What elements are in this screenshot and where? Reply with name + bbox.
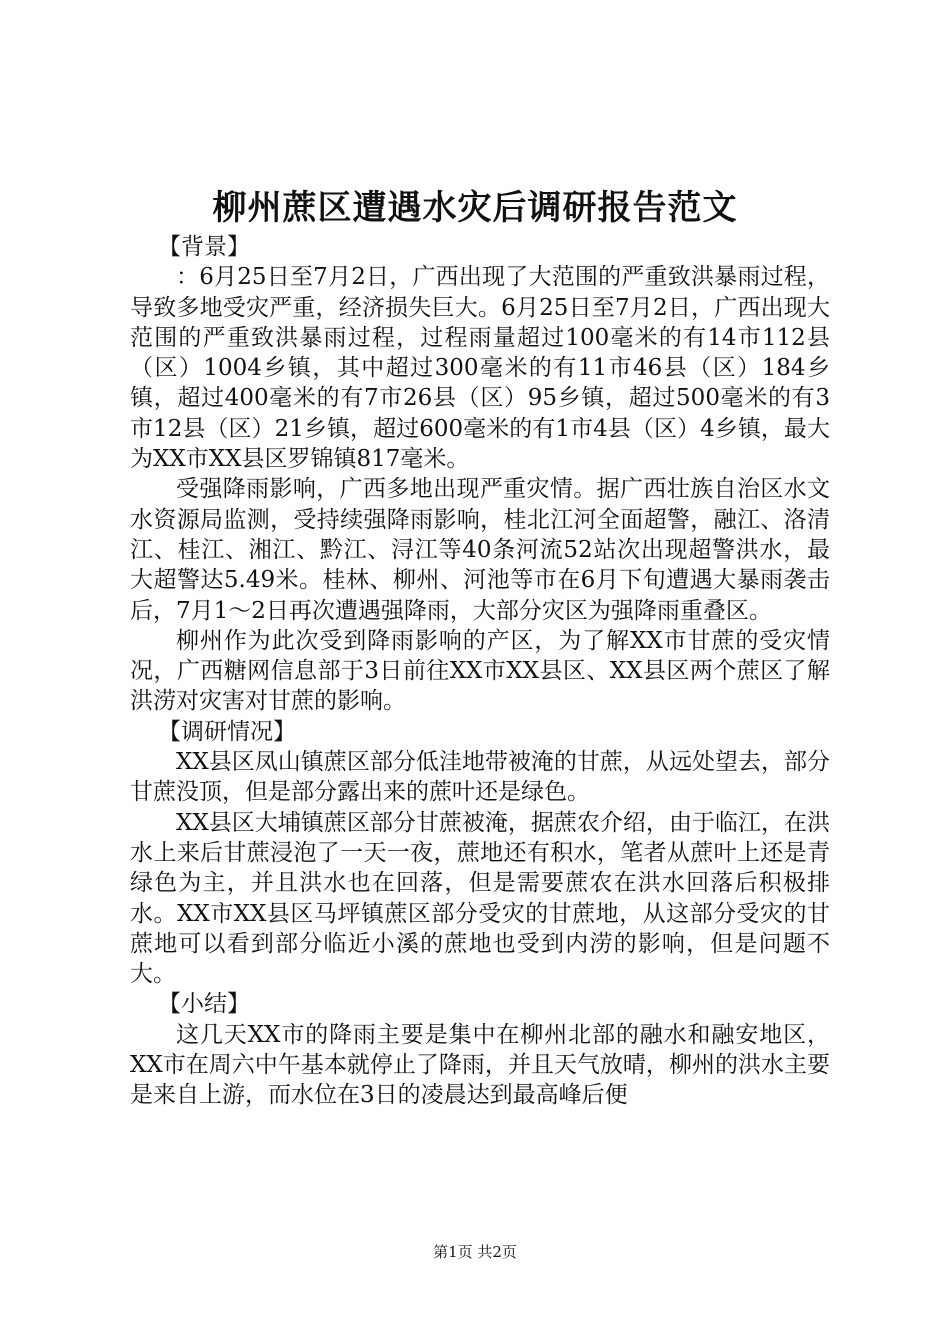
document-title: 柳州蔗区遭遇水灾后调研报告范文 (212, 188, 738, 228)
paragraph-liuzhou-survey: 柳州作为此次受到降雨影响的产区，为了解XX市甘蔗的受灾情况，广西糖网信息部于3日前往XX市XX县区、XX县区两个蔗区了解洪涝对灾害对甘蔗的影响。 (130, 627, 830, 715)
page-footer: 第1页 共2页 (433, 1243, 517, 1261)
paragraph-rainfall-overview: ：6月25日至7月2日，广西出现了大范围的严重致洪暴雨过程，导致多地受灾严重，经济损失巨大。6月25日至7月2日，广西出现大范围的严重致洪暴雨过程，过程雨量超过100毫米的有14市112县（区）1004乡镇，其中超过300毫米的有11市46县（区）184乡镇，超过400毫米的有7市26县（区）95乡镇，超过500毫米的有3市12县（区）21乡镇，超过600毫米的有1市4县（区）4乡镇，最大为XX市XX县区罗锦镇817毫米。 (130, 264, 830, 473)
section-heading-background: 【背景】 (158, 234, 250, 260)
paragraph-dapu-maping: XX县区大埔镇蔗区部分甘蔗被淹，据蔗农介绍，由于临江，在洪水上来后甘蔗浸泡了一天一夜，蔗地还有积水，笔者从蔗叶上还是青绿色为主，并且洪水也在回落，但是需要蔗农在洪水回落后积极排水。XX市XX县区马坪镇蔗区部分受灾的甘蔗地，从这部分受灾的甘蔗地可以看到部分临近小溪的蔗地也受到内涝的影响，但是问题不大。 (130, 809, 830, 988)
paragraph-summary: 这几天XX市的降雨主要是集中在柳州北部的融水和融安地区，XX市在周六中午基本就停止了降雨，并且天气放晴，柳州的洪水主要是来自上游，而水位在3日的凌晨达到最高峰后便 (130, 1021, 830, 1109)
paragraph-fengshan: XX县区凤山镇蔗区部分低洼地带被淹的甘蔗，从远处望去，部分甘蔗没顶，但是部分露出来的蔗叶还是绿色。 (130, 749, 830, 806)
section-heading-summary: 【小结】 (158, 991, 250, 1018)
section-heading-survey: 【调研情况】 (158, 718, 296, 745)
document-body (130, 232, 830, 1111)
paragraph-disaster-situation: 受强降雨影响，广西多地出现严重灾情。据广西壮族自治区水文水资源局监测，受持续强降雨影响，桂北江河全面超警，融江、洛清江、桂江、湘江、黔江、浔江等40条河流52站次出现超警洪水，最大超警达5.49米。桂林、柳州、河池等市在6月下旬遭遇大暴雨袭击后，7月1～2日再次遭遇强降雨，大部分灾区为强降雨重叠区。 (130, 476, 830, 624)
